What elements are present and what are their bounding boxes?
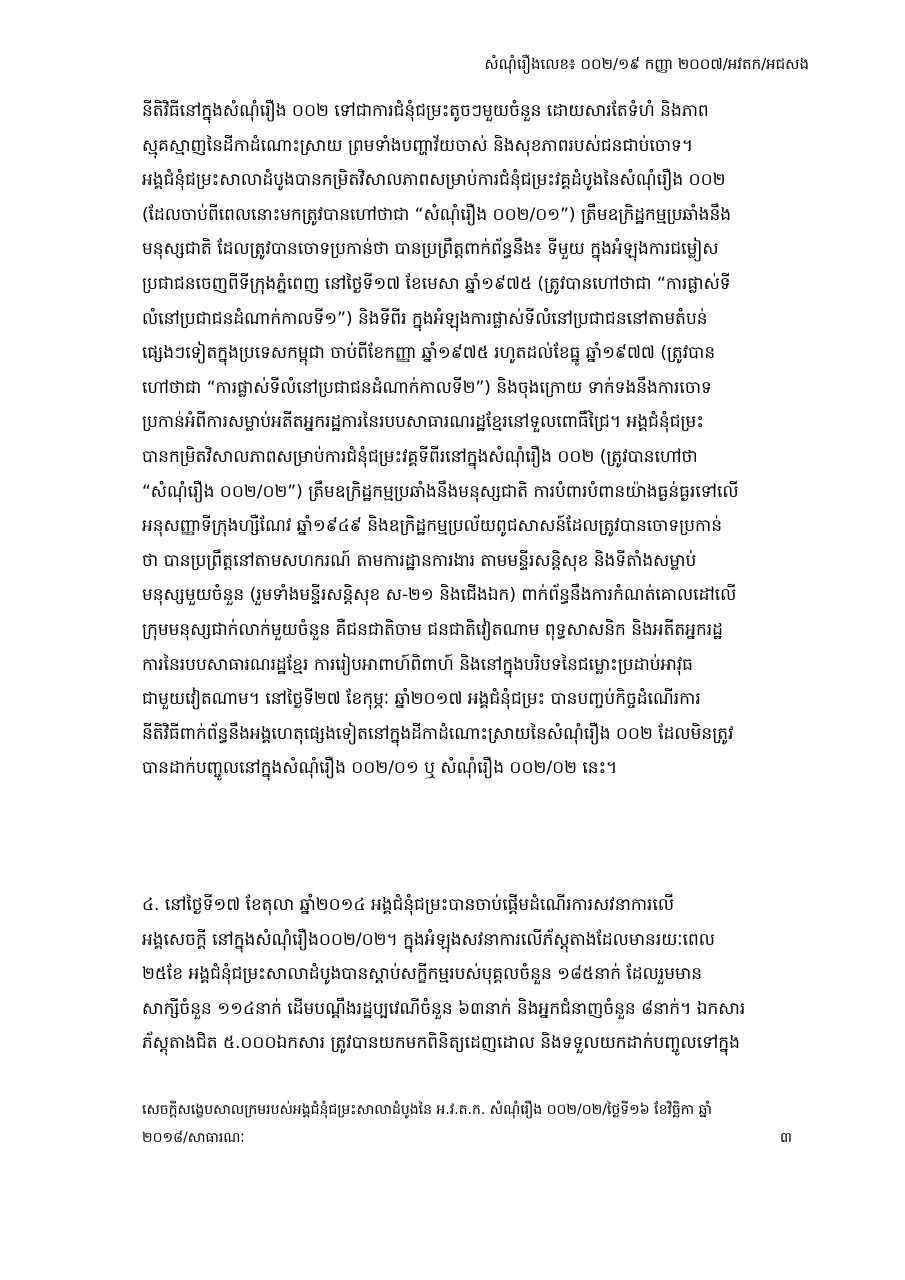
footer-title: សេចក្តីសង្ខេបសាលក្រមរបស់អង្គជំនុំជម្រះសាលាដំបូងនៃ អ.វ.ត.ក. សំណុំរឿង ០០២/០២/ថ្ងៃទី១៦ ខែវិច្ឆិកា ឆ្នាំ bbox=[142, 1102, 712, 1118]
text-line: “សំណុំរឿង ០០២/០២”) ត្រឹមឧក្រិដ្ឋកម្មប្រឆាំងនឹងមនុស្សជាតិ ការបំពារបំពានយ៉ាងធ្ងន់ធ្ងរទៅលើ bbox=[142, 481, 739, 502]
text-line: ការនៃរបបសាធារណរដ្ឋខ្មែរ ការរៀបអាពាហ៍ពិពាហ៍ និងនៅក្នុងបរិបទនៃជម្លោះប្រដាប់អាវុធ bbox=[142, 654, 693, 675]
text-line: អង្គជំនុំជម្រះសាលាដំបូងបានកម្រិតវិសាលភាពសម្រាប់ការជំនុំជម្រះវគ្គដំបូងនៃសំណុំរឿង ០០២ bbox=[142, 170, 726, 191]
text-line: ៤. នៅថ្ងៃទី១៧ ខែតុលា ឆ្នាំ២០១៤ អង្គជំនុំជម្រះបានចាប់ផ្តើមដំណើរការសវនាការលើ bbox=[142, 895, 675, 915]
text-line: បានកម្រិតវិសាលភាពសម្រាប់ការជំនុំជម្រះវគ្គទីពីរនៅក្នុងសំណុំរឿង ០០២ (ត្រូវបានហៅថា bbox=[142, 446, 698, 467]
case-reference: សំណុំរឿងលេខ៖ ០០២/១៩ កញ្ញា ២០០៧/អវតក/អជសង bbox=[484, 55, 809, 73]
text-line: មនុស្សមួយចំនួន (រួមទាំងមន្ទីរសន្តិសុខ ស-២១ និងជើងឯក) ពាក់ព័ន្ធនឹងការកំណត់គោលដៅលើ bbox=[142, 585, 737, 606]
text-line: ស្មុគស្មាញនៃដីកាដំណោះស្រាយ ព្រមទាំងបញ្ហាវ័យចាស់ និងសុខភាពរបស់ជនជាប់ចោទ។ bbox=[142, 135, 694, 156]
footer bbox=[142, 1096, 792, 1152]
paragraph-1 bbox=[142, 94, 790, 786]
paragraph-2 bbox=[142, 888, 790, 1061]
text-line: នីតិវិធីពាក់ព័ន្ធនឹងអង្គហេតុផ្សេងទៀតនៅក្នុងដីកាដំណោះស្រាយនៃសំណុំរឿង ០០២ ដែលមិនត្រូវ bbox=[142, 723, 734, 744]
text-line: ២៥ខែ អង្គជំនុំជម្រះសាលាដំបូងបានស្តាប់សក្ខីកម្មរបស់បុគ្គលចំនួន ១៨៥នាក់ ដែលរួមមាន bbox=[142, 964, 702, 985]
footer-subtitle: ២០១៨/សាធារណៈ bbox=[142, 1130, 245, 1146]
text-line: ថា បានប្រព្រឹត្តនៅតាមសហករណ៍ តាមការដ្ឋានការងារ តាមមន្ទីរសន្តិសុខ និងទីតាំងសម្លាប់ bbox=[142, 550, 697, 571]
text-line: នីតិវិធីនៅក្នុងសំណុំរឿង ០០២ ទៅជាការជំនុំជម្រះតូចៗមួយចំនួន ដោយសារតែទំហំ និងភាព bbox=[142, 101, 709, 121]
text-line: ប្រជាជនចេញពីទីក្រុងភ្នំពេញ នៅថ្ងៃទី១៧ ខែមេសា ឆ្នាំ១៩៧៥ (ត្រូវបានហៅថាជា “ការផ្លាស់ទី bbox=[142, 273, 731, 294]
text-line: អង្គសេចក្តី នៅក្នុងសំណុំរឿង០០២/០២។ ក្នុងអំឡុងសវនាការលើភ័ស្តុតាងដែលមានរយៈពេល bbox=[142, 929, 715, 950]
page-number: ៣ bbox=[780, 1130, 792, 1146]
text-line: ប្រកាន់អំពីការសម្លាប់អតីតអ្នករដ្ឋការនៃរបបសាធារណរដ្ឋខ្មែរនៅទួលពោធិ៍ជ្រៃ។ អង្គជំនុំជម្រះ bbox=[142, 412, 704, 433]
text-line: មនុស្សជាតិ ដែលត្រូវបានចោទប្រកាន់ថា បានប្រព្រឹត្តពាក់ព័ន្ធនឹង៖ ទីមួយ ក្នុងអំឡុងការជម្លៀស bbox=[142, 239, 719, 260]
text-line: ភ័ស្តុតាងជិត ៥.០០០ឯកសារ ត្រូវបានយកមកពិនិត្យដេញដោល និងទទួលយកដាក់បញ្ចូលទៅក្នុង bbox=[142, 1033, 740, 1054]
text-line: ហៅថាជា “ការផ្លាស់ទីលំនៅប្រជាជនដំណាក់កាលទី២”) និងចុងក្រោយ ទាក់ទងនឹងការចោទ bbox=[142, 377, 712, 398]
text-line: ជាមួយវៀតណាម។ នៅថ្ងៃទី២៧ ខែកុម្ភៈ ឆ្នាំ២០១៧ អង្គជំនុំជម្រះ បានបញ្ចប់កិច្ចដំណើរការ bbox=[142, 689, 701, 710]
text-line: បានដាក់បញ្ចូលនៅក្នុងសំណុំរឿង ០០២/០១ ឬ សំណុំរឿង ០០២/០២ នេះ។ bbox=[142, 758, 618, 779]
text-line: សាក្សីចំនួន ១១៤នាក់ ដើមបណ្តឹងរដ្ឋប្បវេណីចំនួន ៦៣នាក់ និងអ្នកជំនាញចំនួន ៨នាក់។ ឯកសារ bbox=[142, 998, 746, 1019]
text-line: (ដែលចាប់ពីពេលនោះមកត្រូវបានហៅថាជា “សំណុំរឿង ០០២/០១”) ត្រឹមឧក្រិដ្ឋកម្មប្រឆាំងនឹង bbox=[142, 204, 732, 225]
text-line: អនុសញ្ញាទីក្រុងហ្សឺណែវ ឆ្នាំ១៩៤៩ និងឧក្រិដ្ឋកម្មប្រល័យពូជសាសន៍ដែលត្រូវបានចោទប្រកាន់ bbox=[142, 516, 722, 537]
text-line: ក្រុមមនុស្សជាក់លាក់មួយចំនួន គឺជនជាតិចាម ជនជាតិវៀតណាម ពុទ្ធសាសនិក និងអតីតអ្នករដ្ឋ bbox=[142, 619, 723, 640]
text-line: លំនៅប្រជាជនដំណាក់កាលទី១”) និងទីពីរ ក្នុងអំឡុងការផ្លាស់ទីលំនៅប្រជាជននៅតាមតំបន់ bbox=[142, 308, 708, 329]
text-line: ផ្សេងៗទៀតក្នុងប្រទេសកម្ពុជា ចាប់ពីខែកញ្ញា ឆ្នាំ១៩៧៥ រហូតដល់ខែធ្នូ ឆ្នាំ១៩៧៧ (ត្រូវបាន bbox=[142, 343, 716, 364]
